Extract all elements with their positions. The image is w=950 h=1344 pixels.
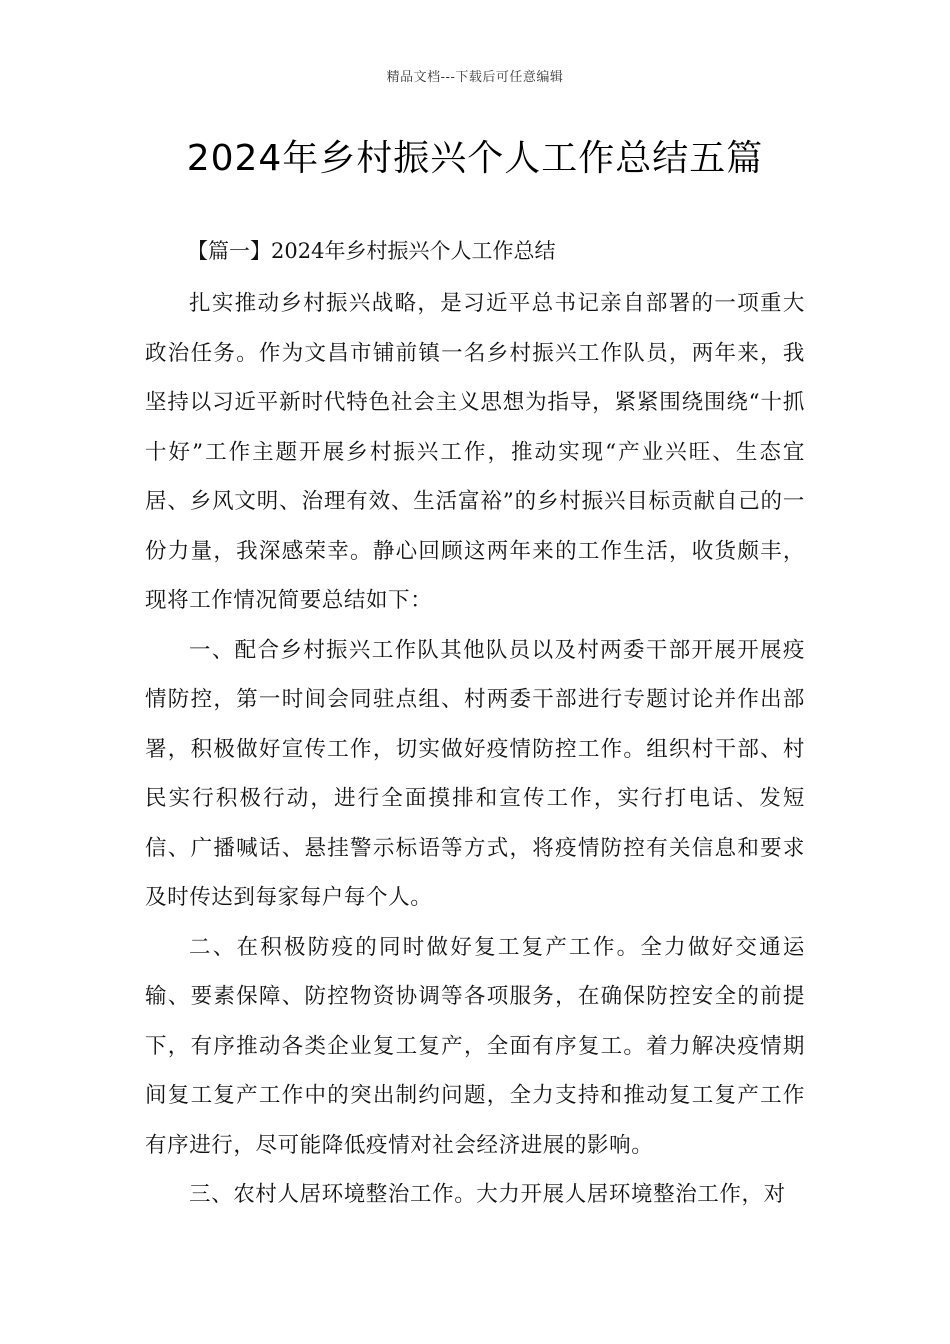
document-body bbox=[145, 227, 805, 1220]
document-title: 2024年乡村振兴个人工作总结五篇 bbox=[186, 138, 764, 179]
section-heading: 【篇一】2024年乡村振兴个人工作总结 bbox=[187, 239, 556, 263]
paragraph-item-2: 二、在积极防疫的同时做好复工复产工作。全力做好交通运输、要素保障、防控物资协调等各项服务，在确保防控安全的前提下，有序推动各类企业复工复产，全面有序复工。着力解决疫情期间复工复产工作中的突出制约问题，全力支持和推动复工复产工作有序进行，尽可能降低疫情对社会经济进展的影响。 bbox=[145, 934, 805, 1158]
header-note: 精品文档---下载后可任意编辑 bbox=[386, 70, 564, 85]
paragraph-item-1: 一、配合乡村振兴工作队其他队员以及村两委干部开展开展疫情防控，第一时间会同驻点组、村两委干部进行专题讨论并作出部署，积极做好宣传工作，切实做好疫情防控工作。组织村干部、村民实行积极行动，进行全面摸排和宣传工作，实行打电话、发短信、广播喊话、悬挂警示标语等方式，将疫情防控有关信息和要求及时传达到每家每户每个人。 bbox=[145, 637, 805, 910]
paragraph-intro: 扎实推动乡村振兴战略，是习近平总书记亲自部署的一项重大政治任务。作为文昌市铺前镇一名乡村振兴工作队员，两年来，我坚持以习近平新时代特色社会主义思想为指导，紧紧围绕围绕“十抓十好”工作主题开展乡村振兴工作，推动实现“产业兴旺、生态宜居、乡风文明、治理有效、生活富裕”的乡村振兴目标贡献自己的一份力量，我深感荣幸。静心回顾这两年来的工作生活，收货颇丰，现将工作情况简要总结如下： bbox=[145, 291, 805, 613]
paragraph-item-3: 三、农村人居环境整治工作。大力开展人居环境整治工作，对 bbox=[189, 1182, 786, 1207]
